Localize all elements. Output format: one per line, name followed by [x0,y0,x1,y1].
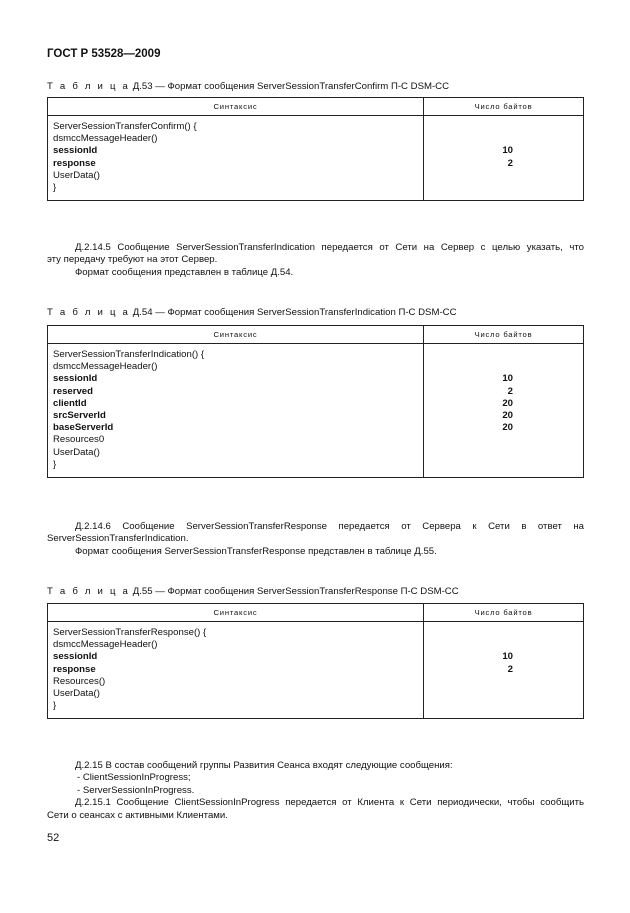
caption-label: Т а б л и ц а [47,586,131,597]
format-table-d53 [47,97,584,201]
syntax-line: srcServerId [53,409,106,421]
byte-count [424,170,583,182]
column-header-syntax: Синтаксис [48,604,424,622]
byte-count [424,676,583,688]
list-item: - ServerSessionInProgress. [77,784,195,796]
caption-text: Д.53 — Формат сообщения ServerSessionTransferConfirm П-С DSM-CC [132,81,450,92]
paragraph-line: Д.2.14.5 Сообщение ServerSessionTransferIndication передается от Сети на Сервер с целью указать, что [75,242,584,253]
bytes-cell [424,344,584,478]
syntax-line: ServerSessionTransferConfirm() { [53,121,197,132]
byte-count: 10 [502,651,513,663]
syntax-line: } [53,181,57,193]
byte-count [424,121,583,133]
byte-count: 20 [502,397,513,409]
paragraph-d2-14-6 [47,521,584,558]
column-header-bytes: Число байтов [424,98,584,116]
byte-count: 2 [507,385,513,397]
syntax-line: baseServerId [53,422,114,434]
syntax-line: UserData() [53,169,100,181]
paragraph-line: Сети о сеансах с активными Клиентами. [47,809,228,821]
syntax-line: dsmccMessageHeader() [53,361,158,373]
syntax-line: dsmccMessageHeader() [53,133,158,145]
paragraph-line: эту передачу требуют на этот Сервер. [47,254,218,266]
paragraph-line: Д.2.15.1 Сообщение ClientSessionInProgress передается от Клиента к Сети периодически, чтобы сообщить [75,797,584,809]
syntax-line: Resources0 [53,434,105,446]
byte-count [424,459,583,471]
syntax-line: reserved [53,385,94,397]
caption-text: Д.55 — Формат сообщения ServerSessionTransferResponse П-С DSM-CC [132,586,459,597]
list-item: - ClientSessionInProgress; [77,772,191,784]
byte-count [424,349,583,361]
document-id: ГОСТ Р 53528—2009 [47,48,161,60]
byte-count [424,688,583,700]
paragraph-line: Д.2.15 В состав сообщений группы Развития Сеанса входят следующие сообщения: [75,760,453,771]
syntax-line: } [53,458,57,470]
bytes-cell [424,116,584,201]
column-header-syntax: Синтаксис [48,98,424,116]
syntax-line: ServerSessionTransferIndication() { [53,349,205,360]
table-caption-d53 [47,81,449,92]
paragraph-line: ServerSessionTransferIndication. [47,533,189,545]
byte-count: 2 [507,157,513,169]
byte-count: 20 [502,422,513,434]
syntax-cell [48,622,424,719]
syntax-line: UserData() [53,446,100,458]
column-header-bytes: Число байтов [424,604,584,622]
syntax-line: clientId [53,397,87,409]
caption-text: Д.54 — Формат сообщения ServerSessionTransferIndication П-С DSM-CC [132,307,457,318]
syntax-cell [48,116,424,201]
paragraph-line: Д.2.14.6 Сообщение ServerSessionTransferResponse передается от Сервера к Сети в ответ на [75,521,584,532]
byte-count [424,182,583,194]
byte-count [424,639,583,651]
syntax-line: sessionId [53,145,98,157]
byte-count [424,133,583,145]
syntax-line: response [53,663,96,675]
caption-label: Т а б л и ц а [47,307,131,318]
syntax-line: sessionId [53,373,98,385]
page-number: 52 [47,832,60,844]
paragraph-d2-14-5 [47,242,584,279]
byte-count [424,434,583,446]
syntax-line: dsmccMessageHeader() [53,639,158,651]
syntax-line: Resources() [53,675,106,687]
byte-count [424,700,583,712]
syntax-line: } [53,700,57,712]
format-table-d54 [47,325,584,478]
paragraph-line: Формат сообщения представлен в таблице Д.54. [75,266,294,278]
table-caption-d55 [47,586,459,597]
byte-count: 20 [502,409,513,421]
bytes-cell [424,622,584,719]
caption-label: Т а б л и ц а [47,81,131,92]
format-table-d55 [47,603,584,719]
byte-count [424,361,583,373]
syntax-line: response [53,157,96,169]
column-header-bytes: Число байтов [424,326,584,344]
paragraph-line: Формат сообщения ServerSessionTransferResponse представлен в таблице Д.55. [75,545,437,557]
byte-count: 10 [502,145,513,157]
syntax-cell [48,344,424,478]
table-caption-d54 [47,307,457,318]
byte-count: 2 [507,663,513,675]
syntax-line: ServerSessionTransferResponse() { [53,627,207,638]
byte-count [424,447,583,459]
syntax-line: UserData() [53,687,100,699]
byte-count: 10 [502,373,513,385]
paragraph-d2-15 [47,760,584,822]
column-header-syntax: Синтаксис [48,326,424,344]
syntax-line: sessionId [53,651,98,663]
byte-count [424,627,583,639]
